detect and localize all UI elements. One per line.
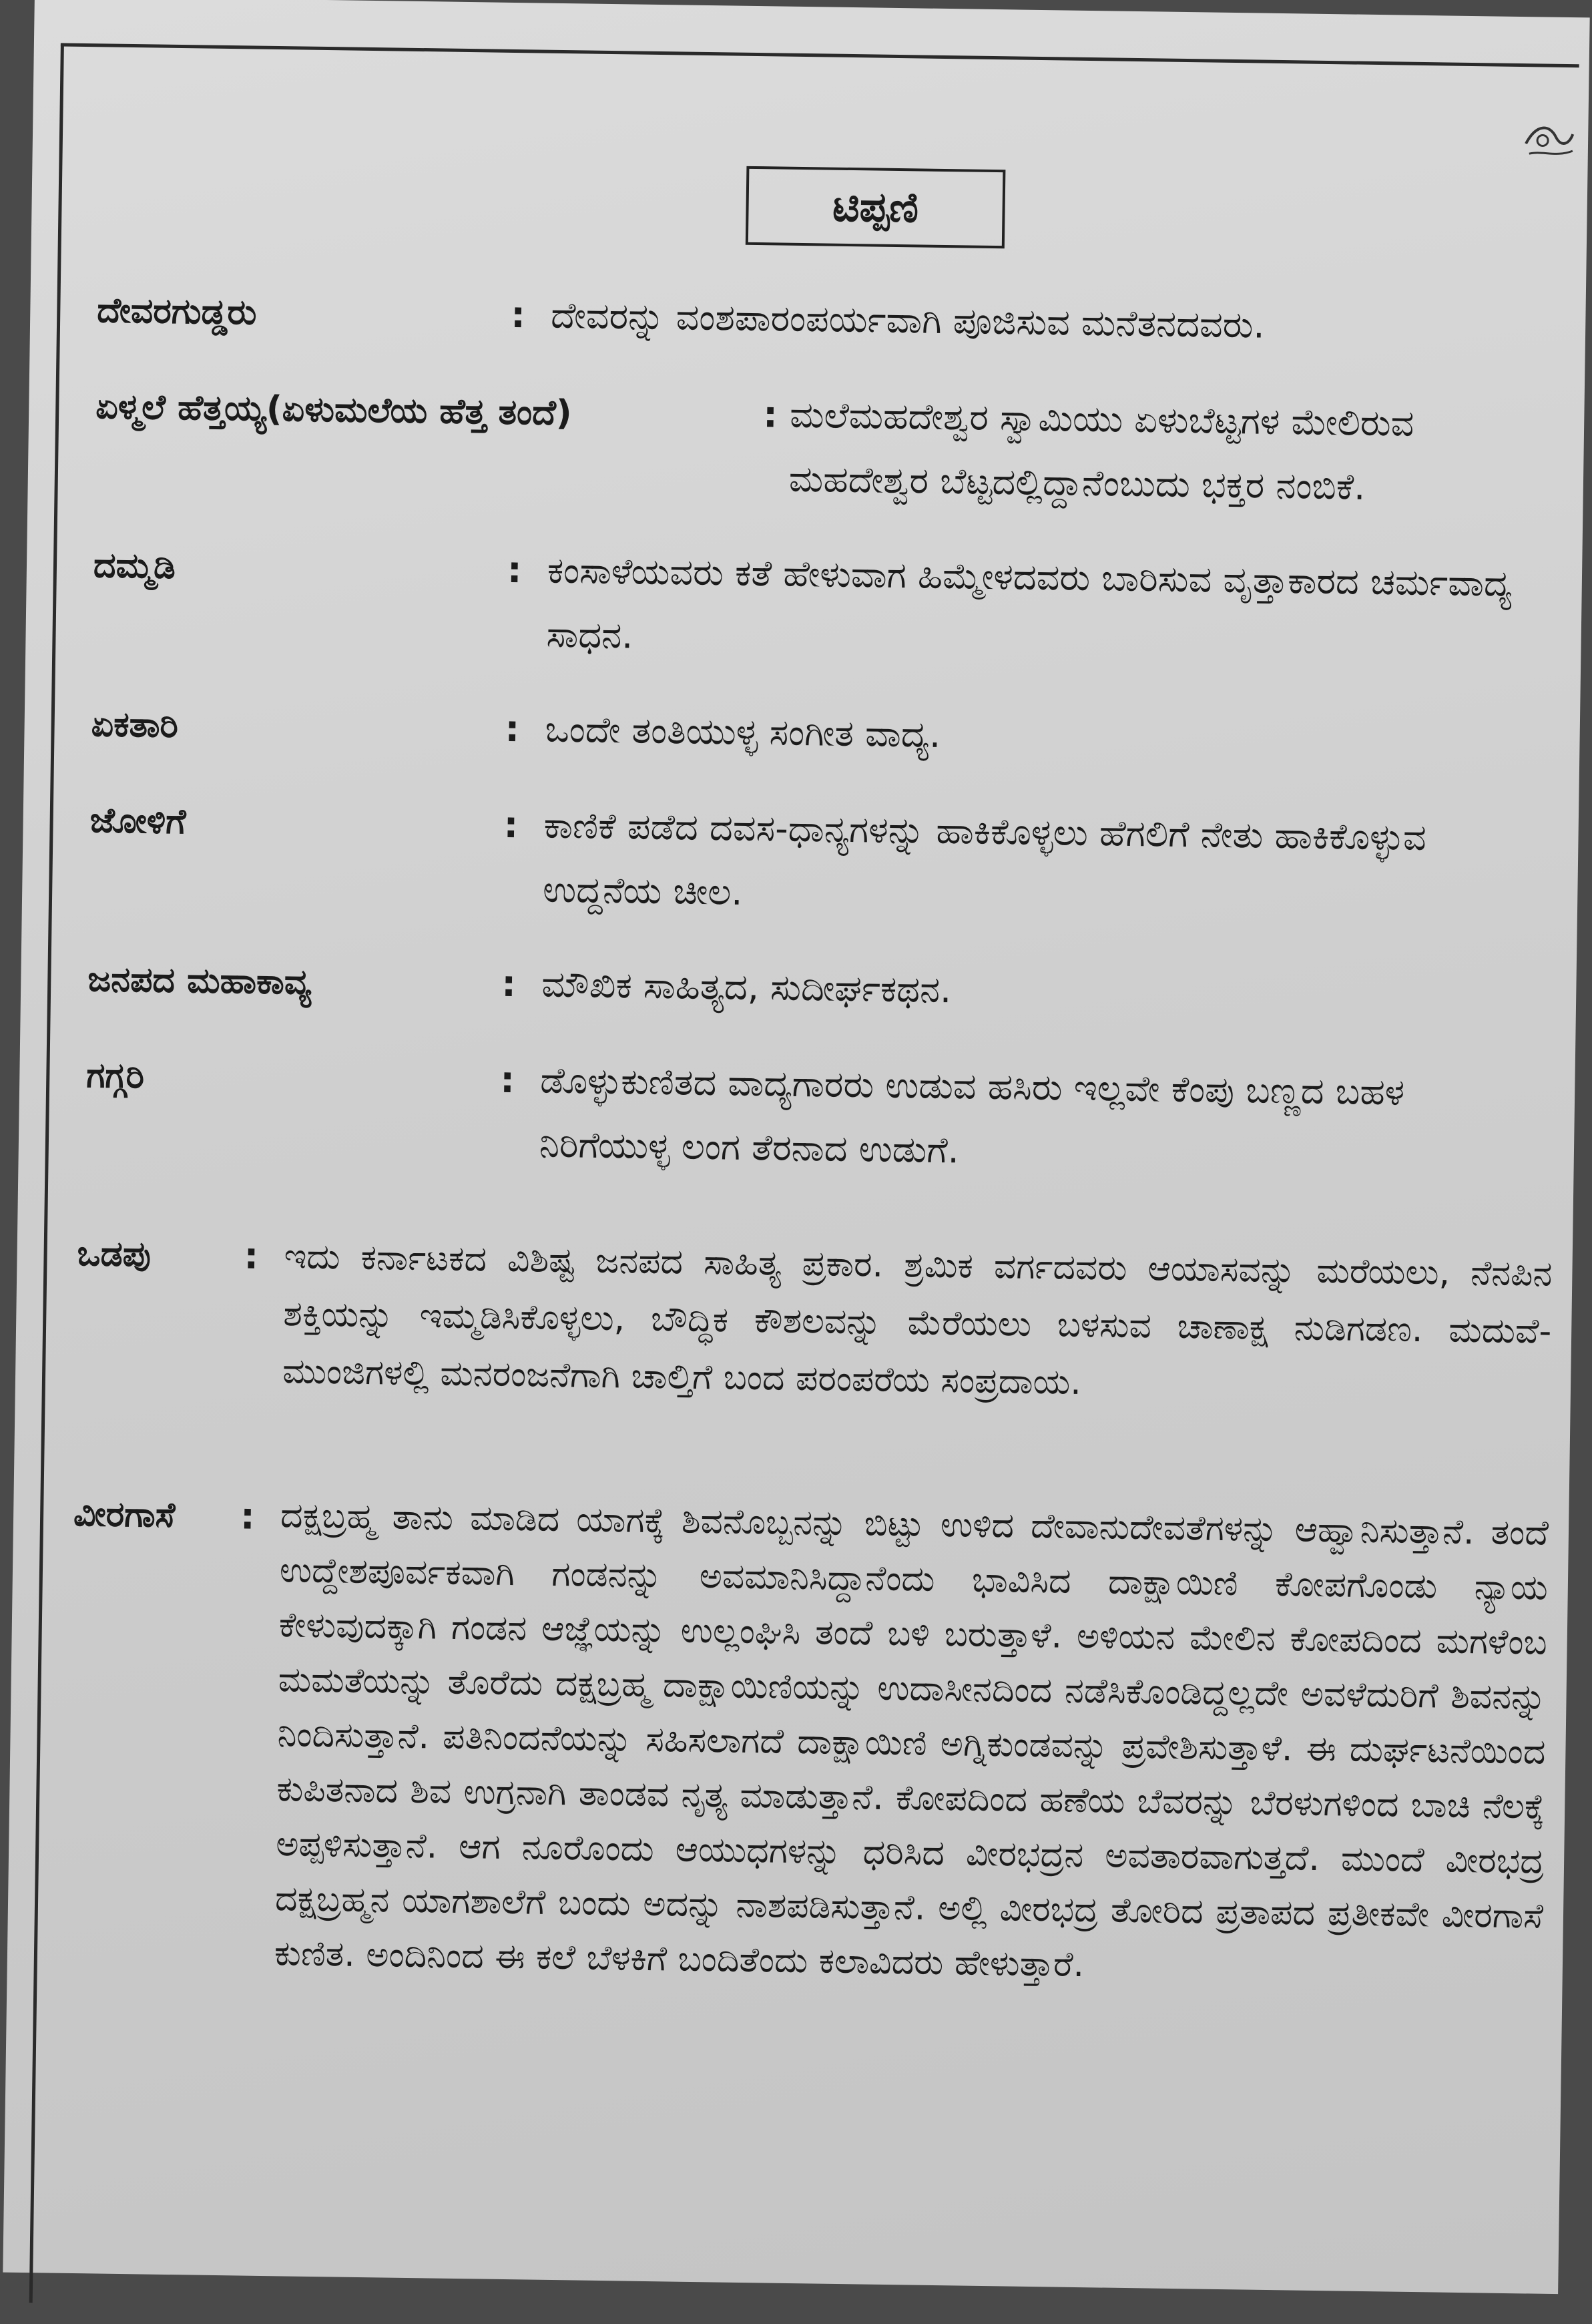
glossary-definition: ಕಂಸಾಳೆಯವರು ಕತೆ ಹೇಳುವಾಗ ಹಿಮ್ಮೇಳದವರು ಬಾರಿಸುವ ವೃತ್ತಾಕಾರದ ಚರ್ಮವಾದ್ಯ ಸಾಧನ. <box>546 549 1513 657</box>
separator: : <box>762 393 778 436</box>
glossary-definition: ಒಂದೇ ತಂತಿಯುಳ್ಳ ಸಂಗೀತ ವಾದ್ಯ. <box>545 708 941 756</box>
paragraph-text: ದಕ್ಷಬ್ರಹ್ಮ ತಾನು ಮಾಡಿದ ಯಾಗಕ್ಕೆ ಶಿವನೊಬ್ಬನನ್ನು ಬಿಟ್ಟು ಉಳಿದ ದೇವಾನುದೇವತೆಗಳನ್ನು ಆಹ್ವಾನಿಸುತ್ತಾನೆ. ತಂದೆ ಉದ್ದೇಶಪೂರ್ವಕವಾಗಿ ಗಂಡನನ್ನು ಅವಮಾನಿಸಿದ್ದಾನೆಂದು ಭಾವಿಸಿದ ದಾಕ್ಷಾಯಿಣಿ ಕೋಪಗೊಂಡು ನ್ಯಾಯ ಕೇಳುವುದಕ್ಕಾಗಿ ಗಂಡನ ಆಜ್ಞೆಯನ್ನು ಉಲ್ಲಂಘಿಸಿ ತಂದೆ ಬಳಿ ಬರುತ್ತಾಳೆ. ಅಳಿಯನ ಮೇಲಿನ ಕೋಪದಿಂದ ಮಗಳೆಂಬ ಮಮತೆಯನ್ನು ತೊರೆದು ದಕ್ಷಬ್ರಹ್ಮ ದಾಕ್ಷಾಯಿಣಿಯನ್ನು ಉದಾಸೀನದಿಂದ ನಡೆಸಿಕೊಂಡಿದ್ದಲ್ಲದೇ ಅವಳೆದುರಿಗೆ ಶಿವನನ್ನು ನಿಂದಿಸುತ್ತಾನೆ. ಪತಿನಿಂದನೆಯನ್ನು ಸಹಿಸಲಾಗದೆ ದಾಕ್ಷಾಯಿಣಿ ಅಗ್ನಿಕುಂಡವನ್ನು ಪ್ರವೇಶಿಸುತ್ತಾಳೆ. ಈ ದುರ್ಘಟನೆಯಿಂದ ಕುಪಿತನಾದ ಶಿವ ಉಗ್ರನಾಗಿ ತಾಂಡವ ನೃತ್ಯ ಮಾಡುತ್ತಾನೆ. ಕೋಪದಿಂದ ಹಣೆಯ ಬೆವರನ್ನು ಬೆರಳುಗಳಿಂದ ಬಾಚಿ ನೆಲಕ್ಕೆ ಅಪ್ಪಳಿಸುತ್ತಾನೆ. ಆಗ ನೂರೊಂದು ಆಯುಧಗಳನ್ನು ಧರಿಸಿದ ವೀರಭದ್ರನ ಅವತಾರವಾಗುತ್ತದೆ. ಮುಂದೆ ವೀರಭದ್ರ ದಕ್ಷಬ್ರಹ್ಮನ ಯಾಗಶಾಲೆಗೆ ಬಂದು ಅದನ್ನು ನಾಶಪಡಿಸುತ್ತಾನೆ. ಅಲ್ಲಿ ವೀರಭದ್ರ ತೋರಿದ ಪ್ರತಾಪದ ಪ್ರತೀಕವೇ ವೀರಗಾಸೆ ಕುಣಿತ. ಅಂದಿನಿಂದ ಈ ಕಲೆ ಬೆಳಕಿಗೆ ಬಂದಿತೆಂದು ಕಲಾವಿದರು ಹೇಳುತ್ತಾರೆ. <box>274 1495 1549 1986</box>
glossary-entry <box>92 532 1535 680</box>
glossary-term: ಗಗ್ಗರಿ <box>85 1056 145 1097</box>
paragraph-term: ವೀರಗಾಸೆ <box>73 1493 176 1536</box>
separator: : <box>503 803 519 847</box>
glossary-term: ದಮ್ಮಡಿ <box>93 545 176 587</box>
page-title: ಟಿಪ್ಪಣಿ <box>746 166 1006 248</box>
glossary-term: ದೇವರಗುಡ್ಡರು <box>96 290 258 333</box>
glossary-term: ಏಕತಾರಿ <box>91 704 179 746</box>
separator: : <box>244 1234 259 1277</box>
glossary-entry <box>85 1042 1528 1190</box>
glossary-definition: ಡೊಳ್ಳುಕುಣಿತದ ವಾದ್ಯಗಾರರು ಉಡುವ ಹಸಿರು ಇಲ್ಲವೇ ಕೆಂಪು ಬಣ್ಣದ ಬಹಳ ನಿರಿಗೆಯುಳ್ಳ ಲಂಗ ತೆರನಾದ ಉಡುಗೆ. <box>539 1059 1405 1172</box>
separator: : <box>505 707 520 750</box>
paragraph-text: ಇದು ಕರ್ನಾಟಕದ ವಿಶಿಷ್ಟ ಜನಪದ ಸಾಹಿತ್ಯ ಪ್ರಕಾರ. ಶ್ರಮಿಕ ವರ್ಗದವರು ಆಯಾಸವನ್ನು ಮರೆಯಲು, ನೆನಪಿನ ಶಕ್ತಿಯನ್ನು ಇಮ್ಮಡಿಸಿಕೊಳ್ಳಲು, ಬೌದ್ಧಿಕ ಕೌಶಲವನ್ನು ಮೆರೆಯಲು ಬಳಸುವ ಚಾಣಾಕ್ಷ ನುಡಿಗಡಣ. ಮದುವೆ-ಮುಂಜಿಗಳಲ್ಲಿ ಮನರಂಜನೆಗಾಗಿ ಚಾಲ್ತಿಗೆ ಬಂದ ಪರಂಪರೆಯ ಸಂಪ್ರದಾಯ. <box>282 1236 1553 1403</box>
glossary-list <box>85 277 1539 1221</box>
glossary-definition: ದೇವರನ್ನು ವಂಶಪಾರಂಪರ್ಯವಾಗಿ ಪೂಜಿಸುವ ಮನೆತನದವರು. <box>550 294 1266 346</box>
glossary-term: ಜೋಳಿಗೆ <box>89 800 186 843</box>
glossary-definition: ಕಾಣಿಕೆ ಪಡೆದ ದವಸ-ಧಾನ್ಯಗಳನ್ನು ಹಾಕಿಕೊಳ್ಳಲು ಹೆಗಲಿಗೆ ನೇತು ಹಾಕಿಕೊಳ್ಳುವ ಉದ್ದನೆಯ ಚೀಲ. <box>542 804 1427 913</box>
paragraph-term: ಒಡಪು <box>77 1233 152 1275</box>
separator: : <box>240 1495 256 1538</box>
book-page <box>3 0 1589 2294</box>
glossary-definition: ಮೌಖಿಕ ಸಾಹಿತ್ಯದ, ಸುದೀರ್ಘಕಥನ. <box>541 963 952 1011</box>
corner-ornament-icon <box>1523 117 1577 164</box>
glossary-entry <box>87 946 1530 1031</box>
paragraph-veeragase <box>67 1485 1549 1999</box>
glossary-term: ಜನಪದ ಮಹಾಕಾವ್ಯ <box>87 959 312 1003</box>
glossary-entry <box>94 373 1537 521</box>
paragraph-odapu <box>75 1225 1553 1418</box>
separator: : <box>499 1058 515 1102</box>
glossary-entry <box>89 787 1532 935</box>
glossary-definition: ಮಲೆಮಹದೇಶ್ವರ ಸ್ವಾಮಿಯು ಏಳುಬೆಟ್ಟಗಳ ಮೇಲಿರುವ ಮಹದೇಶ್ವರ ಬೆಟ್ಟದಲ್ಲಿದ್ದಾನೆಂಬುದು ಭಕ್ತರ ನಂಬಿಕೆ. <box>788 393 1414 508</box>
glossary-term: ಏಳ್ಮಲೆ ಹೆತ್ತಯ್ಯ(ಏಳುಮಲೆಯ ಹೆತ್ತ ತಂದೆ) <box>95 387 573 434</box>
glossary-entry <box>91 691 1533 776</box>
separator: : <box>510 293 526 336</box>
separator: : <box>501 962 517 1005</box>
separator: : <box>507 548 523 592</box>
